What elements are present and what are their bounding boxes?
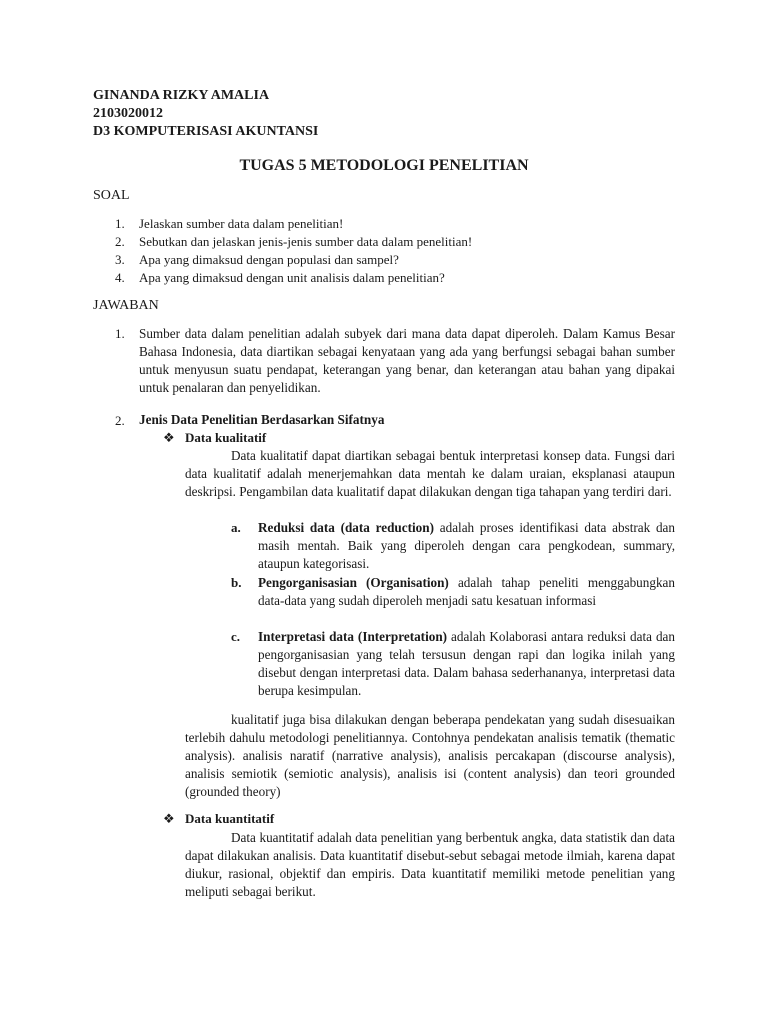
diamond-bullet-icon: ❖	[163, 430, 175, 445]
student-name: GINANDA RIZKY AMALIA	[93, 88, 270, 103]
step-letter: b.	[231, 575, 242, 590]
step-term: Pengorganisasian (Organisation)	[258, 575, 449, 590]
diamond-bullet-icon: ❖	[163, 811, 175, 826]
answer-1-text: Sumber data dalam penelitian adalah subyek dari mana data dapat diperoleh. Dalam Kamus Besar Bahasa Indonesia, data diartikan sebagai kenyataan yang ada yang berfungsi sebagai bahan sumber untuk menyusun suatu pendapat, keterangan yang benar, dan keterangan atau bahan yang dipakai untuk penalaran dan penyelidikan.	[139, 326, 675, 396]
document-title: TUGAS 5 METODOLOGI PENELITIAN	[239, 157, 529, 174]
step-term: Interpretasi data (Interpretation)	[258, 629, 448, 644]
step-item	[258, 519, 675, 573]
step-text: adalah proses identifikasi data abstrak dan masih mentah. Baik yang diperoleh dengan cara pengkodean, summary, ataupun kategorisasi.	[258, 520, 675, 572]
jawaban-heading: JAWABAN	[93, 298, 159, 313]
step-text: adalah tahap peneliti menggabungkan data-data yang sudah diperoleh menjadi satu kesatuan informasi	[258, 575, 675, 609]
kuantitatif-label: Data kuantitatif	[185, 811, 275, 826]
student-id: 2103020012	[93, 106, 163, 121]
kualitatif-paragraph: Data kualitatif dapat diartikan sebagai bentuk interpretasi konsep data. Fungsi dari data kualitatif adalah menerjemahkan data mentah ke dalam uraian, eksplanasi ataupun deskripsi. Pengambilan data kualitatif dapat dilakukan dengan tiga tahapan yang terdiri dari.	[185, 448, 675, 500]
question-text: Jelaskan sumber data dalam penelitian!	[139, 216, 344, 231]
question-number: 2.	[115, 234, 125, 249]
step-text: adalah Kolaborasi antara reduksi data dan pengorganisasian yang telah tersusun dengan rapi dan logika inilah yang disebut dengan interpretasi data. Dalam bahasa sederhananya, interpretasi data berupa kesimpulan.	[258, 629, 675, 699]
study-program: D3 KOMPUTERISASI AKUNTANSI	[93, 124, 319, 139]
kualitatif-label: Data kualitatif	[185, 430, 267, 445]
answer-2-heading: Jenis Data Penelitian Berdasarkan Sifatnya	[139, 412, 385, 427]
question-text: Apa yang dimaksud dengan unit analisis dalam penelitian?	[139, 270, 445, 285]
answer-1-number: 1.	[115, 326, 125, 341]
question-number: 4.	[115, 270, 125, 285]
soal-heading: SOAL	[93, 188, 130, 203]
kuantitatif-paragraph: Data kuantitatif adalah data penelitian yang berbentuk angka, data statistik dan data dapat dilakukan analisis. Data kuantitatif disebut-sebut sebagai metode ilmiah, karena dapat diukur, rasional, objektif dan empiris. Data kuantitatif memiliki metode penelitian yang meliputi sebagai berikut.	[185, 830, 675, 900]
answer-2-number: 2.	[115, 413, 125, 428]
step-letter: a.	[231, 520, 241, 535]
question-text: Sebutkan dan jelaskan jenis-jenis sumber data dalam penelitian!	[139, 234, 473, 249]
question-text: Apa yang dimaksud dengan populasi dan sampel?	[139, 252, 399, 267]
kualitatif-paragraph-2: kualitatif juga bisa dilakukan dengan beberapa pendekatan yang sudah disesuaikan terlebih dahulu metodologi penelitiannya. Contohnya pendekatan analisis tematik (thematic analysis). analisis naratif (narrative analysis), analisis percakapan (discourse analysis), analisis semiotik (semiotic analysis), analisis isi (content analysis) dan teori grounded (grounded theory)	[185, 712, 675, 800]
question-number: 1.	[115, 216, 125, 231]
step-item	[258, 628, 675, 700]
step-term: Reduksi data (data reduction)	[258, 520, 434, 535]
step-letter: c.	[231, 629, 241, 644]
question-number: 3.	[115, 252, 125, 267]
step-item	[258, 574, 675, 610]
